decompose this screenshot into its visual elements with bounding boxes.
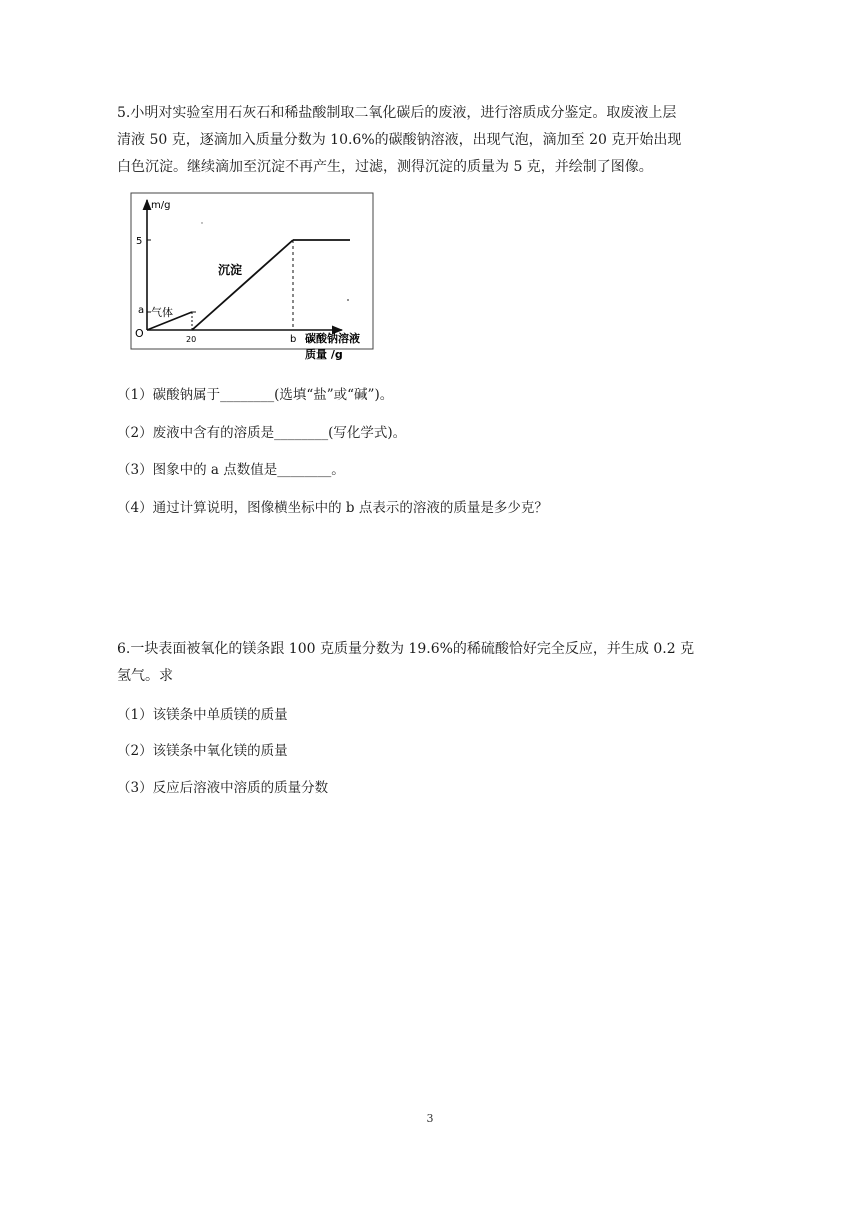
question-5-stem — [117, 100, 743, 181]
question-6-sub-3: （3）反应后溶液中溶质的质量分数 — [117, 780, 329, 796]
x-tick-20: 20 — [186, 335, 197, 344]
question-5-line-3: 白色沉淀。继续滴加至沉淀不再产生，过滤，测得沉淀的质量为 5 克，并绘制了图像。 — [117, 159, 653, 175]
precipitate-label: 沉淀 — [218, 263, 243, 277]
question-6-stem — [117, 636, 743, 690]
question-5-sub-4: （4）通过计算说明，图像横坐标中的 b 点表示的溶液的质量是多少克？ — [117, 500, 548, 516]
question-5-sub-1: （1）碳酸钠属于________(选填“盐”或“碱”)。 — [117, 387, 394, 403]
origin-label: O — [135, 327, 144, 340]
speck — [201, 222, 202, 223]
precipitate-line — [192, 240, 293, 330]
y-tick-a: a — [138, 305, 145, 316]
y-axis-label: m/g — [151, 200, 171, 211]
graph-frame — [131, 193, 373, 349]
question-6-line-2: 氢气。求 — [117, 668, 173, 684]
question-6-sub-2: （2）该镁条中氧化镁的质量 — [117, 743, 288, 759]
question-5-graph — [130, 192, 400, 368]
y-tick-5: 5 — [136, 236, 143, 247]
x-axis-label-2: 质量 /g — [305, 348, 343, 361]
question-5-sub-3: （3）图象中的 a 点数值是________。 — [117, 462, 345, 478]
question-5-line-2: 清液 50 克，逐滴加入质量分数为 10.6%的碳酸钠溶液，出现气泡，滴加至 20 克开始出现 — [117, 132, 682, 148]
x-tick-b: b — [290, 334, 297, 345]
gas-label: 气体 — [151, 306, 173, 319]
question-6-line-1: 6.一块表面被氧化的镁条跟 100 克质量分数为 19.6%的稀硫酸恰好完全反应，并生成 0.2 克 — [117, 641, 695, 657]
x-axis-label-1: 碳酸钠溶液 — [305, 332, 360, 345]
page-number: 3 — [426, 1112, 434, 1125]
question-5-line-1: 5.小明对实验室用石灰石和稀盐酸制取二氧化碳后的废液，进行溶质成分鉴定。取废液上层 — [117, 105, 677, 121]
speck — [347, 299, 349, 301]
question-6-sub-1: （1）该镁条中单质镁的质量 — [117, 707, 288, 723]
question-5-sub-2: （2）废液中含有的溶质是________(写化学式)。 — [117, 425, 407, 441]
